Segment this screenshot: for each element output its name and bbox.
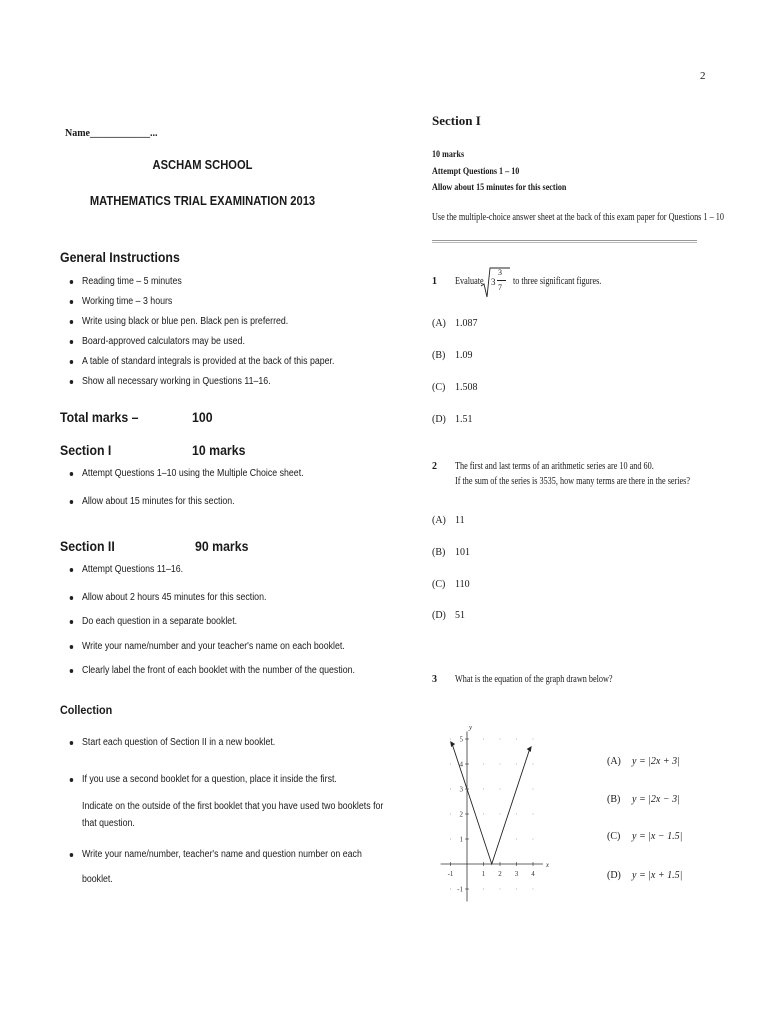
collection-note: that question. bbox=[82, 818, 135, 829]
list-item: Board-approved calculators may be used. bbox=[82, 336, 245, 347]
grid-dot bbox=[532, 838, 533, 839]
question-number: 2 bbox=[432, 461, 437, 472]
x-axis-label: x bbox=[545, 861, 550, 869]
section-marks: 10 marks bbox=[432, 149, 465, 159]
list-item: Start each question of Section II in a new booklet. bbox=[82, 737, 275, 748]
grid-dot bbox=[532, 738, 533, 739]
y-tick-label: 1 bbox=[459, 835, 463, 844]
option-label: (A) bbox=[432, 318, 446, 329]
list-item: Clearly label the front of each booklet with the number of the question. bbox=[82, 665, 355, 676]
bullet-icon bbox=[70, 778, 74, 782]
option-value: 1.09 bbox=[455, 350, 473, 361]
question-number: 1 bbox=[432, 276, 437, 287]
option-value: y = |x − 1.5| bbox=[632, 831, 683, 842]
grid-dot bbox=[499, 738, 500, 739]
grid-dot bbox=[450, 738, 451, 739]
list-item: Allow about 15 minutes for this section. bbox=[82, 496, 235, 507]
radical-expression bbox=[480, 264, 510, 300]
grid-dot bbox=[483, 763, 484, 764]
question-text: Evaluate bbox=[455, 276, 484, 287]
option-label: (C) bbox=[432, 579, 446, 590]
school-name: ASCHAM SCHOOL bbox=[152, 157, 253, 172]
y-axis-label: y bbox=[469, 723, 473, 732]
y-tick-label: 4 bbox=[459, 760, 463, 769]
radicand-whole: 3 bbox=[491, 277, 496, 287]
grid-dot bbox=[532, 813, 533, 814]
list-item: Allow about 2 hours 45 minutes for this section. bbox=[82, 592, 266, 603]
grid-dot bbox=[450, 763, 451, 764]
list-item: If you use a second booklet for a question, place it inside the first. bbox=[82, 774, 337, 785]
option-value: 11 bbox=[455, 515, 465, 526]
option-label: (D) bbox=[607, 870, 621, 881]
list-item: Working time – 3 hours bbox=[82, 296, 172, 307]
exam-title: MATHEMATICS TRIAL EXAMINATION 2013 bbox=[89, 193, 316, 208]
name-field-label: Name____________... bbox=[65, 128, 158, 139]
grid-dot bbox=[516, 738, 517, 739]
list-item: Do each question in a separate booklet. bbox=[82, 616, 237, 627]
option-label: (B) bbox=[432, 547, 446, 558]
option-label: (D) bbox=[432, 414, 446, 425]
x-tick-label: 4 bbox=[531, 870, 535, 878]
y-tick-label: 2 bbox=[459, 810, 463, 819]
bullet-icon bbox=[70, 300, 74, 304]
section-title: Section I bbox=[432, 113, 481, 128]
grid-dot bbox=[532, 888, 533, 889]
question-text: If the sum of the series is 3535, how many terms are there in the series? bbox=[455, 476, 691, 487]
option-value: y = |2x − 3| bbox=[632, 794, 680, 805]
grid-dot bbox=[516, 838, 517, 839]
bullet-icon bbox=[70, 472, 74, 476]
graph-line bbox=[452, 744, 530, 864]
bullet-icon bbox=[70, 645, 74, 649]
option-label: (D) bbox=[432, 610, 446, 621]
option-value: y = |2x + 3| bbox=[632, 756, 680, 767]
section2-marks: 90 marks bbox=[195, 538, 249, 554]
fraction-denominator: 7 bbox=[498, 283, 502, 292]
y-tick-label: 5 bbox=[459, 735, 463, 744]
option-label: (A) bbox=[607, 756, 621, 767]
x-tick-label: 2 bbox=[498, 870, 502, 878]
collection-tail: booklet. bbox=[82, 874, 113, 885]
option-label: (B) bbox=[432, 350, 446, 361]
grid-dot bbox=[499, 763, 500, 764]
section-allow: Allow about 15 minutes for this section bbox=[432, 182, 567, 192]
list-item: Write using black or blue pen. Black pen is preferred. bbox=[82, 316, 288, 327]
option-label: (C) bbox=[432, 382, 446, 393]
fraction-bar bbox=[497, 280, 506, 281]
grid-dot bbox=[450, 813, 451, 814]
bullet-icon bbox=[70, 320, 74, 324]
bullet-icon bbox=[70, 669, 74, 673]
grid-dot bbox=[450, 888, 451, 889]
grid-dot bbox=[499, 788, 500, 789]
section-attempt: Attempt Questions 1 – 10 bbox=[432, 166, 520, 176]
list-item: Reading time – 5 minutes bbox=[82, 276, 182, 287]
y-tick-label: -1 bbox=[457, 885, 463, 894]
option-value: 110 bbox=[455, 579, 470, 590]
list-item: Attempt Questions 11–16. bbox=[82, 564, 183, 575]
page-number: 2 bbox=[700, 70, 706, 82]
option-value: 51 bbox=[455, 610, 465, 621]
bullet-icon bbox=[70, 280, 74, 284]
bullet-icon bbox=[70, 380, 74, 384]
grid-dot bbox=[532, 788, 533, 789]
total-marks-value: 100 bbox=[192, 409, 213, 425]
y-tick-label: 3 bbox=[459, 785, 463, 794]
list-item: Show all necessary working in Questions 11–16. bbox=[82, 376, 271, 387]
option-value: y = |x + 1.5| bbox=[632, 870, 683, 881]
section1-label: Section I bbox=[60, 442, 112, 458]
grid-dot bbox=[499, 888, 500, 889]
option-label: (C) bbox=[607, 831, 621, 842]
question-text: to three significant figures. bbox=[513, 276, 602, 287]
x-tick-label: 1 bbox=[481, 870, 486, 878]
bullet-icon bbox=[70, 620, 74, 624]
x-tick-label: 3 bbox=[514, 870, 519, 878]
bullet-icon bbox=[70, 500, 74, 504]
question-number: 3 bbox=[432, 674, 437, 685]
grid-dot bbox=[483, 813, 484, 814]
option-value: 1.087 bbox=[455, 318, 478, 329]
question-text: The first and last terms of an arithmetic series are 10 and 60. bbox=[455, 461, 654, 472]
list-item: A table of standard integrals is provided at the back of this paper. bbox=[82, 356, 334, 367]
option-label: (A) bbox=[432, 515, 446, 526]
x-tick-label: -1 bbox=[447, 870, 454, 878]
list-item: Write your name/number, teacher's name and question number on each bbox=[82, 849, 362, 860]
grid-dot bbox=[532, 763, 533, 764]
collection-heading: Collection bbox=[60, 703, 113, 717]
grid-dot bbox=[450, 838, 451, 839]
question-text: What is the equation of the graph drawn below? bbox=[455, 674, 613, 685]
section1-marks: 10 marks bbox=[192, 442, 246, 458]
bullet-icon bbox=[70, 360, 74, 364]
divider bbox=[432, 240, 697, 243]
bullet-icon bbox=[70, 741, 74, 745]
option-label: (B) bbox=[607, 794, 621, 805]
grid-dot bbox=[450, 788, 451, 789]
list-item: Attempt Questions 1–10 using the Multiple Choice sheet. bbox=[82, 468, 304, 479]
absolute-value-graph bbox=[430, 712, 565, 902]
list-item: Write your name/number and your teacher's name on each booklet. bbox=[82, 641, 345, 652]
general-instructions-heading: General Instructions bbox=[60, 249, 180, 265]
bullet-icon bbox=[70, 853, 74, 857]
section2-label: Section II bbox=[60, 538, 115, 554]
option-value: 101 bbox=[455, 547, 470, 558]
option-value: 1.51 bbox=[455, 414, 473, 425]
grid-dot bbox=[483, 788, 484, 789]
grid-dot bbox=[516, 813, 517, 814]
bullet-icon bbox=[70, 568, 74, 572]
fraction-numerator: 3 bbox=[498, 268, 502, 277]
collection-note: Indicate on the outside of the first booklet that you have used two booklets for bbox=[82, 801, 384, 812]
grid-dot bbox=[499, 813, 500, 814]
grid-dot bbox=[516, 763, 517, 764]
grid-dot bbox=[483, 738, 484, 739]
grid-dot bbox=[516, 888, 517, 889]
section-instruction: Use the multiple-choice answer sheet at the back of this exam paper for Questions 1 – 10 bbox=[432, 212, 724, 223]
bullet-icon bbox=[70, 596, 74, 600]
option-value: 1.508 bbox=[455, 382, 478, 393]
bullet-icon bbox=[70, 340, 74, 344]
total-marks-label: Total marks – bbox=[60, 409, 139, 425]
grid-dot bbox=[483, 888, 484, 889]
